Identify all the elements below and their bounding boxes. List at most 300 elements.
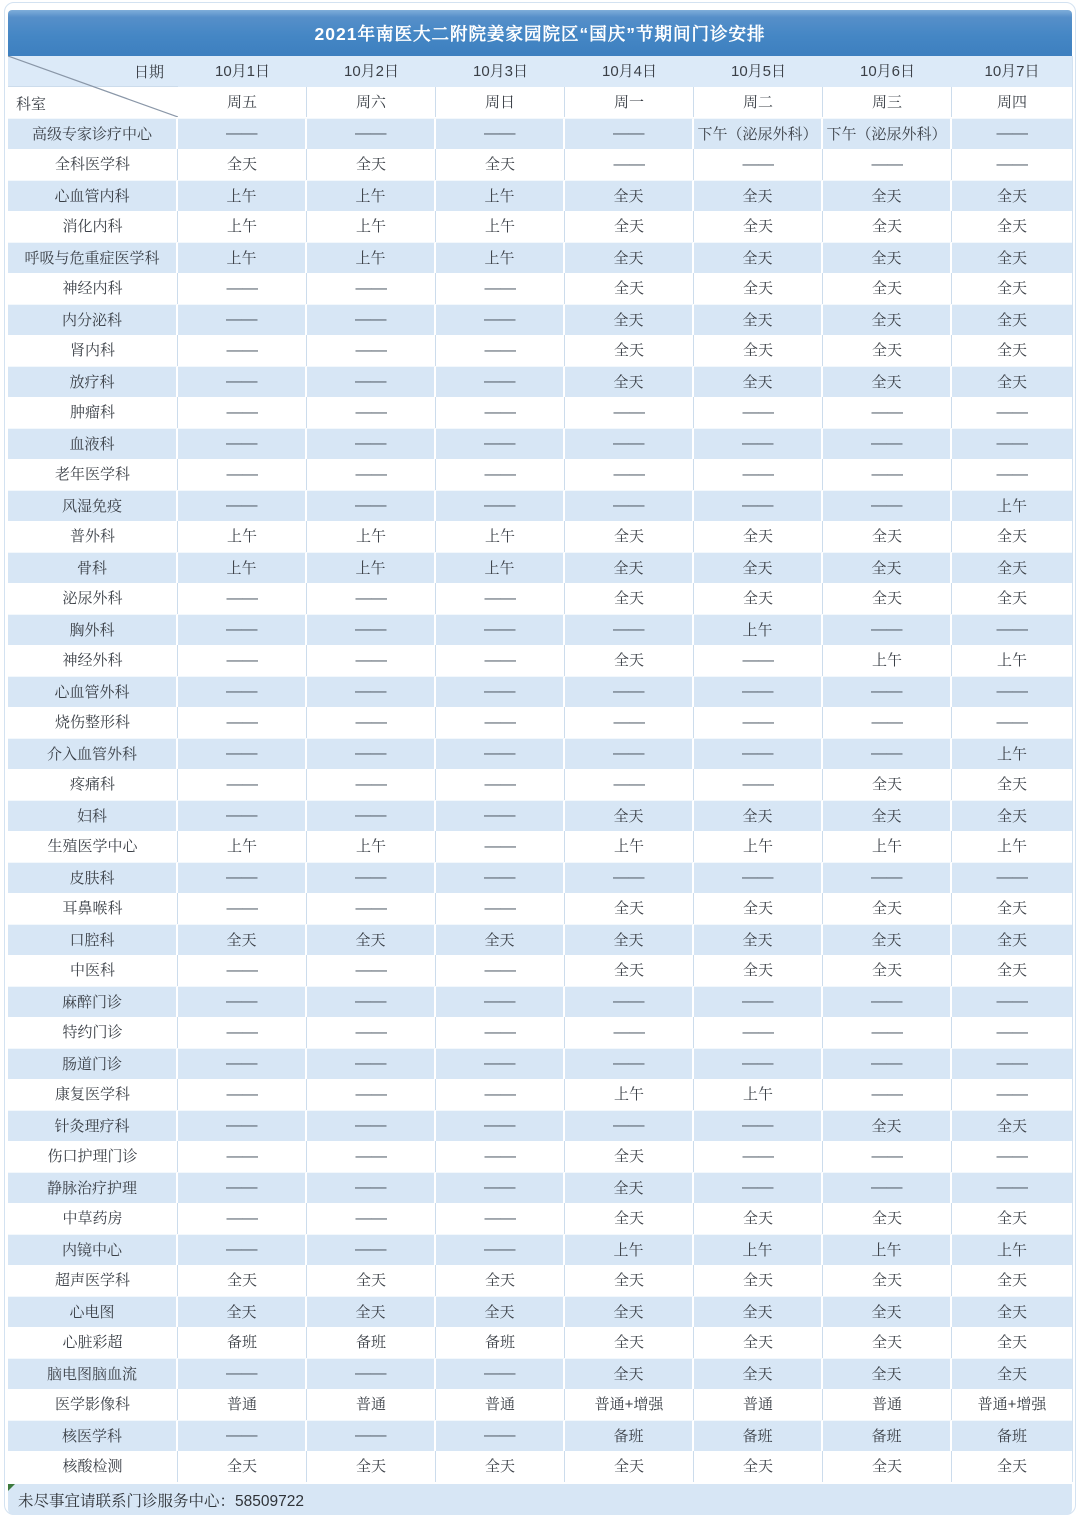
schedule-cell: —— — [436, 738, 565, 769]
schedule-cell: 全天 — [823, 1296, 952, 1327]
schedule-cell: 全天 — [307, 1265, 436, 1296]
schedule-cell: 全天 — [565, 1358, 694, 1389]
schedule-cell: —— — [565, 149, 694, 180]
schedule-cell: —— — [178, 1017, 307, 1048]
schedule-cell: 全天 — [952, 335, 1072, 366]
schedule-cell: —— — [436, 676, 565, 707]
schedule-cell: —— — [307, 769, 436, 800]
schedule-cell: 上午 — [436, 211, 565, 242]
schedule-cell: —— — [178, 1172, 307, 1203]
schedule-cell: —— — [178, 1110, 307, 1141]
schedule-cell: —— — [436, 1079, 565, 1110]
schedule-cell: 全天 — [952, 1296, 1072, 1327]
schedule-cell: —— — [823, 676, 952, 707]
dept-cell: 核医学科 — [8, 1420, 178, 1451]
weekday-header-cell: 周日 — [436, 87, 565, 117]
weekday-header-cell: 周一 — [565, 87, 694, 117]
schedule-cell: —— — [952, 862, 1072, 893]
schedule-cell: 全天 — [565, 1172, 694, 1203]
schedule-cell: —— — [694, 986, 823, 1017]
schedule-cell: —— — [694, 769, 823, 800]
dept-cell: 普外科 — [8, 521, 178, 552]
schedule-cell: 全天 — [565, 552, 694, 583]
schedule-cell: 全天 — [952, 211, 1072, 242]
schedule-cell: 全天 — [565, 1203, 694, 1234]
dept-cell: 中医科 — [8, 955, 178, 986]
dept-cell: 超声医学科 — [8, 1265, 178, 1296]
cell-comment-marker — [8, 1484, 15, 1491]
schedule-cell: —— — [436, 986, 565, 1017]
schedule-cell: 上午 — [694, 614, 823, 645]
schedule-cell: 上午 — [178, 211, 307, 242]
schedule-cell: 上午 — [307, 521, 436, 552]
schedule-cell: —— — [694, 1110, 823, 1141]
schedule-cell: —— — [307, 986, 436, 1017]
schedule-cell: —— — [307, 1110, 436, 1141]
schedule-cell: —— — [565, 738, 694, 769]
schedule-cell: —— — [307, 118, 436, 149]
schedule-cell: 全天 — [436, 1265, 565, 1296]
schedule-cell: —— — [694, 428, 823, 459]
schedule-cell: 全天 — [952, 1358, 1072, 1389]
schedule-cell: 上午 — [565, 831, 694, 862]
schedule-cell: —— — [565, 1017, 694, 1048]
schedule-cell: 全天 — [952, 273, 1072, 304]
dept-cell: 伤口护理门诊 — [8, 1141, 178, 1172]
schedule-cell: —— — [307, 955, 436, 986]
schedule-cell: —— — [694, 490, 823, 521]
schedule-cell: 全天 — [436, 1451, 565, 1482]
dept-cell: 中草药房 — [8, 1203, 178, 1234]
dept-cell: 烧伤整形科 — [8, 707, 178, 738]
dept-cell: 康复医学科 — [8, 1079, 178, 1110]
schedule-cell: 全天 — [952, 242, 1072, 273]
schedule-cell: 上午 — [694, 831, 823, 862]
schedule-cell: 全天 — [178, 1451, 307, 1482]
schedule-cell: —— — [307, 1172, 436, 1203]
schedule-cell: 全天 — [823, 335, 952, 366]
schedule-cell: —— — [178, 1234, 307, 1265]
dept-cell: 神经内科 — [8, 273, 178, 304]
schedule-cell: 全天 — [565, 645, 694, 676]
schedule-cell: 上午 — [823, 645, 952, 676]
schedule-cell: 全天 — [694, 924, 823, 955]
schedule-cell: —— — [565, 118, 694, 149]
dept-cell: 医学影像科 — [8, 1389, 178, 1420]
schedule-cell: —— — [178, 707, 307, 738]
schedule-cell: 全天 — [694, 1296, 823, 1327]
dept-cell: 心血管内科 — [8, 180, 178, 211]
schedule-cell: —— — [436, 1048, 565, 1079]
schedule-cell: 全天 — [952, 955, 1072, 986]
schedule-cell: 全天 — [436, 149, 565, 180]
schedule-cell: 全天 — [694, 211, 823, 242]
schedule-cell: 上午 — [178, 180, 307, 211]
schedule-cell: —— — [565, 1110, 694, 1141]
dept-cell: 肠道门诊 — [8, 1048, 178, 1079]
schedule-cell: —— — [694, 1141, 823, 1172]
schedule-cell: 全天 — [823, 180, 952, 211]
schedule-cell: 全天 — [565, 1296, 694, 1327]
weekday-header-cell: 周四 — [952, 87, 1072, 117]
schedule-cell: —— — [178, 1203, 307, 1234]
schedule-cell: —— — [178, 986, 307, 1017]
schedule-cell: 全天 — [952, 1451, 1072, 1482]
schedule-cell: —— — [307, 490, 436, 521]
schedule-cell: 全天 — [952, 180, 1072, 211]
schedule-cell: 全天 — [694, 552, 823, 583]
schedule-cell: —— — [436, 831, 565, 862]
schedule-cell: —— — [823, 738, 952, 769]
schedule-cell: 全天 — [565, 583, 694, 614]
schedule-cell: 全天 — [565, 893, 694, 924]
schedule-cell: 全天 — [952, 1110, 1072, 1141]
schedule-cell: —— — [307, 304, 436, 335]
schedule-cell: 上午 — [436, 521, 565, 552]
schedule-cell: 上午 — [694, 1234, 823, 1265]
schedule-content — [8, 10, 1072, 1515]
dept-cell: 呼吸与危重症医学科 — [8, 242, 178, 273]
date-header-cell: 10月1日 — [178, 56, 307, 88]
schedule-cell: 全天 — [694, 180, 823, 211]
schedule-cell: —— — [565, 459, 694, 490]
schedule-cell: —— — [436, 1420, 565, 1451]
schedule-cell: 上午 — [565, 1234, 694, 1265]
schedule-cell: —— — [952, 118, 1072, 149]
schedule-cell: —— — [436, 645, 565, 676]
footer-note — [8, 1484, 1072, 1515]
schedule-cell: 全天 — [952, 769, 1072, 800]
schedule-cell: —— — [694, 707, 823, 738]
schedule-cell: —— — [565, 862, 694, 893]
schedule-cell: 全天 — [565, 304, 694, 335]
schedule-cell: —— — [823, 397, 952, 428]
dept-cell: 脑电图脑血流 — [8, 1358, 178, 1389]
schedule-cell: —— — [436, 1172, 565, 1203]
schedule-cell: —— — [694, 738, 823, 769]
schedule-cell: 普通 — [823, 1389, 952, 1420]
schedule-cell: 全天 — [952, 800, 1072, 831]
schedule-cell: —— — [565, 490, 694, 521]
schedule-cell: 全天 — [823, 924, 952, 955]
dept-cell: 肾内科 — [8, 335, 178, 366]
schedule-cell: 全天 — [823, 366, 952, 397]
dept-cell: 全科医学科 — [8, 149, 178, 180]
schedule-cell: —— — [178, 273, 307, 304]
schedule-cell: 全天 — [178, 1265, 307, 1296]
schedule-cell: —— — [307, 614, 436, 645]
schedule-cell: 全天 — [694, 1265, 823, 1296]
schedule-cell: —— — [178, 676, 307, 707]
schedule-cell: —— — [307, 676, 436, 707]
schedule-cell: —— — [307, 738, 436, 769]
schedule-cell: 全天 — [694, 1203, 823, 1234]
schedule-cell: 全天 — [178, 1296, 307, 1327]
schedule-cell: 全天 — [307, 149, 436, 180]
dept-cell: 内分泌科 — [8, 304, 178, 335]
schedule-cell: 上午 — [436, 242, 565, 273]
schedule-cell: —— — [952, 1079, 1072, 1110]
schedule-cell: 全天 — [694, 955, 823, 986]
schedule-cell: —— — [565, 769, 694, 800]
date-header-cell: 10月7日 — [952, 56, 1072, 88]
schedule-cell: 上午 — [952, 831, 1072, 862]
schedule-cell: —— — [307, 1234, 436, 1265]
schedule-cell: 全天 — [952, 924, 1072, 955]
schedule-cell: —— — [436, 490, 565, 521]
schedule-cell: —— — [307, 645, 436, 676]
schedule-cell: 上午 — [307, 242, 436, 273]
dept-cell: 麻醉门诊 — [8, 986, 178, 1017]
schedule-cell: 上午 — [307, 552, 436, 583]
schedule-cell: 上午 — [952, 738, 1072, 769]
schedule-cell: 全天 — [823, 1358, 952, 1389]
schedule-cell: —— — [307, 583, 436, 614]
dept-cell: 介入血管外科 — [8, 738, 178, 769]
schedule-cell: —— — [178, 614, 307, 645]
schedule-cell: —— — [823, 862, 952, 893]
schedule-cell: —— — [436, 304, 565, 335]
schedule-cell: —— — [307, 1048, 436, 1079]
schedule-cell: —— — [823, 149, 952, 180]
schedule-cell: 上午 — [178, 242, 307, 273]
schedule-cell: —— — [436, 1110, 565, 1141]
schedule-cell: —— — [436, 1234, 565, 1265]
schedule-table — [8, 56, 1073, 1482]
schedule-cell: 普通 — [694, 1389, 823, 1420]
schedule-cell: 全天 — [823, 521, 952, 552]
schedule-cell: —— — [307, 800, 436, 831]
schedule-cell: —— — [436, 583, 565, 614]
schedule-cell: 全天 — [565, 366, 694, 397]
schedule-cell: 普通+增强 — [565, 1389, 694, 1420]
dept-cell: 核酸检测 — [8, 1451, 178, 1482]
schedule-cell: —— — [307, 1017, 436, 1048]
schedule-cell: 全天 — [952, 1327, 1072, 1358]
schedule-cell: 全天 — [436, 1296, 565, 1327]
weekday-header-cell: 周六 — [307, 87, 436, 117]
schedule-cell: —— — [307, 862, 436, 893]
schedule-cell: 上午 — [565, 1079, 694, 1110]
schedule-cell: —— — [178, 428, 307, 459]
schedule-cell: —— — [178, 490, 307, 521]
dept-cell: 高级专家诊疗中心 — [8, 118, 178, 149]
schedule-cell: —— — [178, 738, 307, 769]
dept-cell: 神经外科 — [8, 645, 178, 676]
schedule-cell: —— — [178, 1420, 307, 1451]
schedule-cell: —— — [565, 428, 694, 459]
schedule-cell: —— — [178, 118, 307, 149]
schedule-cell: —— — [952, 397, 1072, 428]
dept-cell: 皮肤科 — [8, 862, 178, 893]
schedule-cell: —— — [952, 1172, 1072, 1203]
schedule-cell: 上午 — [178, 552, 307, 583]
schedule-cell: 全天 — [952, 521, 1072, 552]
dept-cell: 针灸理疗科 — [8, 1110, 178, 1141]
schedule-cell: —— — [178, 335, 307, 366]
schedule-cell: 全天 — [823, 273, 952, 304]
schedule-cell: —— — [178, 583, 307, 614]
schedule-cell: —— — [436, 1017, 565, 1048]
schedule-cell: 全天 — [823, 800, 952, 831]
schedule-cell: 全天 — [565, 800, 694, 831]
dept-cell: 肿瘤科 — [8, 397, 178, 428]
schedule-cell: 全天 — [823, 1451, 952, 1482]
dept-cell: 疼痛科 — [8, 769, 178, 800]
schedule-cell: 全天 — [823, 304, 952, 335]
dept-cell: 风湿免疫 — [8, 490, 178, 521]
schedule-cell: 全天 — [694, 304, 823, 335]
schedule-cell: —— — [436, 1358, 565, 1389]
schedule-cell: —— — [178, 1048, 307, 1079]
schedule-cell: —— — [178, 645, 307, 676]
dept-cell: 内镜中心 — [8, 1234, 178, 1265]
schedule-cell: 全天 — [565, 1451, 694, 1482]
schedule-cell: —— — [823, 1048, 952, 1079]
schedule-cell: —— — [694, 645, 823, 676]
schedule-cell: —— — [823, 1017, 952, 1048]
dept-cell: 口腔科 — [8, 924, 178, 955]
schedule-cell: 全天 — [565, 924, 694, 955]
schedule-cell: —— — [823, 986, 952, 1017]
schedule-cell: 全天 — [307, 1296, 436, 1327]
schedule-cell: 备班 — [823, 1420, 952, 1451]
dept-cell: 泌尿外科 — [8, 583, 178, 614]
schedule-cell: 全天 — [565, 211, 694, 242]
schedule-cell: 上午 — [823, 831, 952, 862]
schedule-cell: —— — [436, 428, 565, 459]
schedule-cell: —— — [952, 1141, 1072, 1172]
schedule-cell: 全天 — [823, 1203, 952, 1234]
schedule-cell: —— — [823, 1172, 952, 1203]
schedule-cell: —— — [436, 459, 565, 490]
schedule-cell: 全天 — [694, 800, 823, 831]
schedule-cell: —— — [436, 366, 565, 397]
schedule-cell: —— — [436, 273, 565, 304]
schedule-cell: —— — [952, 459, 1072, 490]
schedule-cell: 全天 — [694, 366, 823, 397]
weekday-header-cell: 周五 — [178, 87, 307, 117]
schedule-cell: —— — [178, 769, 307, 800]
schedule-cell: 备班 — [307, 1327, 436, 1358]
schedule-cell: —— — [307, 1141, 436, 1172]
schedule-cell: —— — [565, 614, 694, 645]
schedule-cell: —— — [694, 862, 823, 893]
schedule-cell: —— — [436, 893, 565, 924]
schedule-cell: 全天 — [307, 924, 436, 955]
schedule-cell: —— — [952, 1017, 1072, 1048]
schedule-cell: —— — [307, 459, 436, 490]
schedule-cell: —— — [565, 707, 694, 738]
schedule-cell: 全天 — [565, 521, 694, 552]
dept-cell: 妇科 — [8, 800, 178, 831]
date-header-cell: 10月4日 — [565, 56, 694, 88]
schedule-cell: 全天 — [436, 924, 565, 955]
schedule-cell: —— — [307, 1079, 436, 1110]
schedule-cell: 全天 — [694, 242, 823, 273]
schedule-cell: —— — [565, 1048, 694, 1079]
schedule-cell: 全天 — [823, 893, 952, 924]
schedule-cell: —— — [307, 366, 436, 397]
schedule-cell: 全天 — [694, 273, 823, 304]
dept-cell: 放疗科 — [8, 366, 178, 397]
schedule-cell: 全天 — [565, 1265, 694, 1296]
schedule-cell: —— — [952, 614, 1072, 645]
dept-cell: 心电图 — [8, 1296, 178, 1327]
schedule-cell: 全天 — [952, 583, 1072, 614]
date-header-cell: 10月3日 — [436, 56, 565, 88]
schedule-cell: —— — [823, 707, 952, 738]
schedule-cell: 上午 — [307, 211, 436, 242]
schedule-cell: 上午 — [307, 180, 436, 211]
schedule-cell: —— — [952, 149, 1072, 180]
schedule-cell: 全天 — [823, 211, 952, 242]
schedule-cell: 全天 — [694, 1358, 823, 1389]
schedule-cell: —— — [565, 986, 694, 1017]
schedule-cell: 上午 — [952, 490, 1072, 521]
schedule-cell: —— — [178, 1358, 307, 1389]
schedule-cell: 全天 — [565, 1141, 694, 1172]
schedule-cell: 全天 — [694, 335, 823, 366]
schedule-cell: 全天 — [823, 242, 952, 273]
schedule-cell: 全天 — [565, 180, 694, 211]
schedule-cell: —— — [694, 397, 823, 428]
schedule-cell: —— — [178, 304, 307, 335]
schedule-cell: 备班 — [436, 1327, 565, 1358]
dept-cell: 特约门诊 — [8, 1017, 178, 1048]
schedule-cell: 全天 — [823, 1265, 952, 1296]
schedule-cell: 全天 — [823, 552, 952, 583]
schedule-cell: 全天 — [823, 1110, 952, 1141]
schedule-cell: 备班 — [694, 1420, 823, 1451]
dept-cell: 心脏彩超 — [8, 1327, 178, 1358]
schedule-cell: 全天 — [952, 893, 1072, 924]
schedule-cell: 全天 — [952, 366, 1072, 397]
schedule-cell: 上午 — [178, 831, 307, 862]
schedule-cell: —— — [823, 614, 952, 645]
schedule-cell: —— — [307, 397, 436, 428]
dept-cell: 生殖医学中心 — [8, 831, 178, 862]
schedule-cell: —— — [694, 459, 823, 490]
schedule-cell: 全天 — [694, 583, 823, 614]
schedule-cell: 普通 — [178, 1389, 307, 1420]
date-header-cell: 10月5日 — [694, 56, 823, 88]
schedule-cell: 上午 — [694, 1079, 823, 1110]
schedule-cell: 备班 — [565, 1420, 694, 1451]
schedule-cell: —— — [823, 490, 952, 521]
schedule-cell: —— — [307, 1203, 436, 1234]
date-header-cell: 10月6日 — [823, 56, 952, 88]
schedule-cell: —— — [952, 428, 1072, 459]
schedule-cell: —— — [823, 459, 952, 490]
schedule-cell: —— — [436, 118, 565, 149]
schedule-cell: 备班 — [178, 1327, 307, 1358]
schedule-cell: 普通 — [436, 1389, 565, 1420]
date-header-cell: 10月2日 — [307, 56, 436, 88]
schedule-cell: —— — [307, 335, 436, 366]
schedule-cell: 全天 — [565, 335, 694, 366]
schedule-cell: —— — [436, 397, 565, 428]
page-title: 2021年南医大二附院姜家园院区“国庆”节期间门诊安排 — [314, 23, 766, 44]
schedule-cell: —— — [307, 428, 436, 459]
schedule-cell: —— — [178, 893, 307, 924]
schedule-cell: —— — [694, 1172, 823, 1203]
schedule-cell: —— — [952, 676, 1072, 707]
schedule-cell: —— — [565, 397, 694, 428]
schedule-cell: 全天 — [178, 924, 307, 955]
schedule-cell: —— — [436, 707, 565, 738]
schedule-cell: 普通 — [307, 1389, 436, 1420]
